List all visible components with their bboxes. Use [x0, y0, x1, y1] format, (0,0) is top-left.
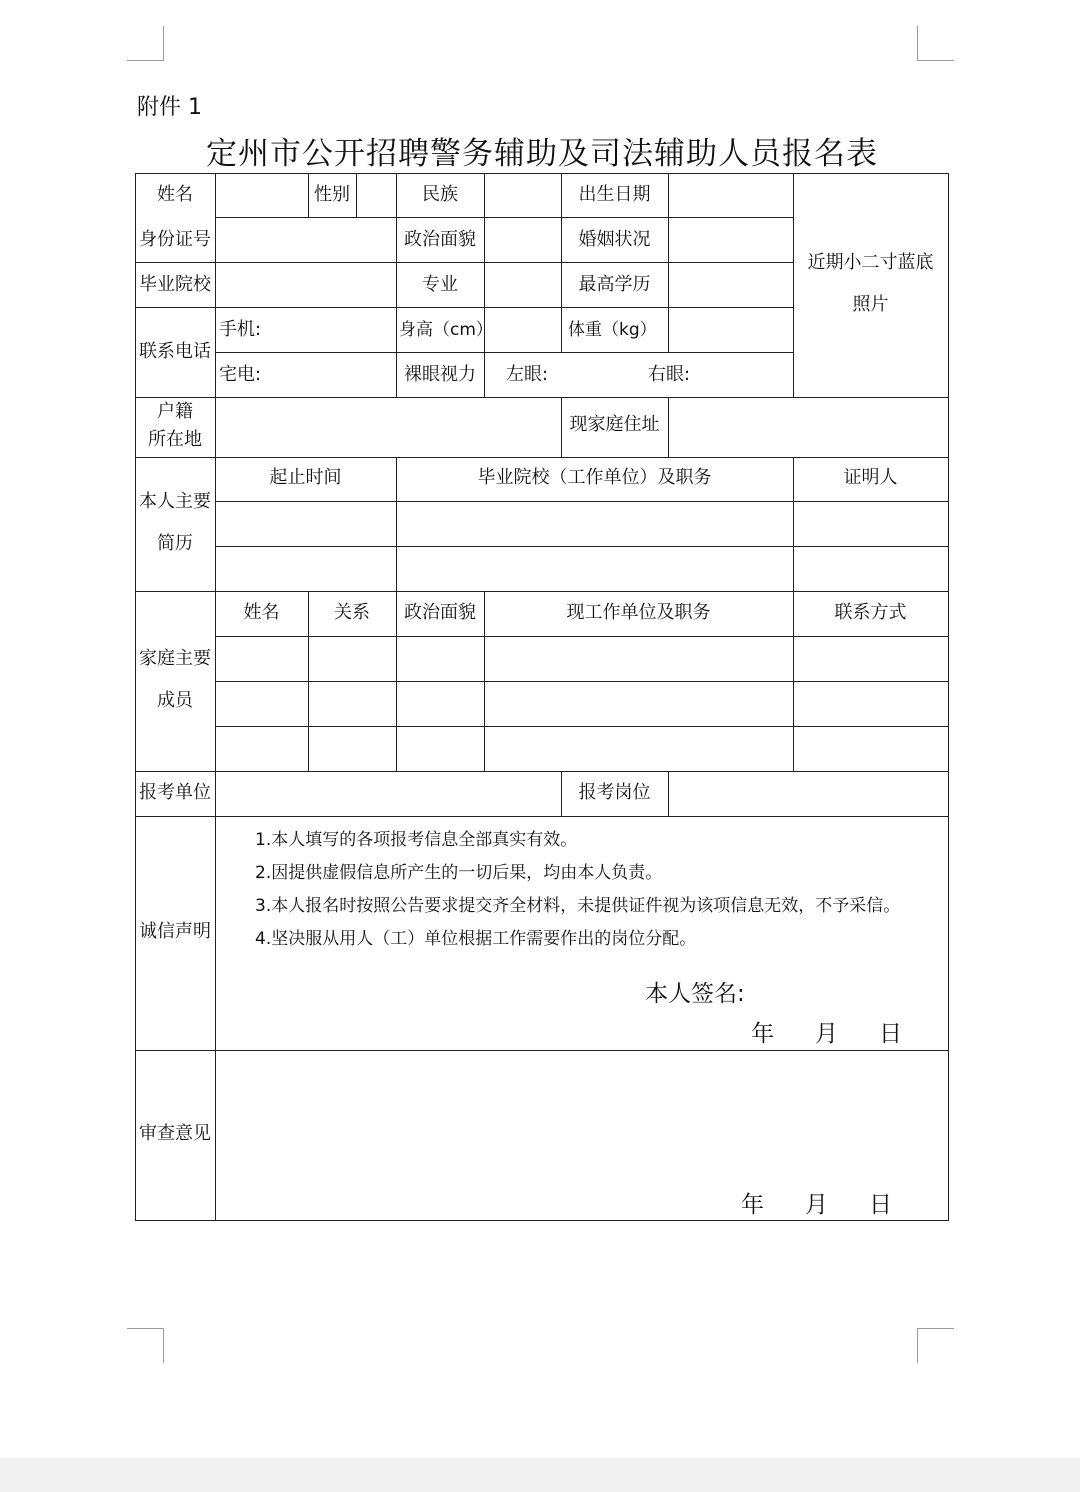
label-marital-status: 婚姻状况 — [578, 229, 651, 250]
integrity-month: 月 — [815, 1021, 838, 1047]
label-family-line2: 成员 — [157, 690, 193, 711]
registration-form — [135, 173, 949, 1221]
col-header-period: 起止时间 — [269, 467, 342, 488]
row-line — [135, 397, 948, 398]
col-line — [668, 771, 669, 816]
label-contact-phone: 联系电话 — [139, 341, 211, 362]
label-weight: 体重（kg） — [568, 320, 657, 340]
row-line — [135, 771, 948, 772]
row-line — [215, 352, 793, 353]
label-political-status: 政治面貌 — [404, 229, 476, 250]
label-household-line1: 户籍 — [157, 401, 193, 422]
crop-mark-top-left — [127, 26, 164, 61]
label-apply-unit: 报考单位 — [139, 782, 211, 803]
crop-mark-bottom-right — [917, 1328, 954, 1363]
label-highest-education: 最高学历 — [578, 274, 651, 295]
label-family-line1: 家庭主要 — [139, 648, 211, 669]
label-home-phone: 宅电: — [219, 364, 262, 385]
col-line — [793, 173, 794, 397]
review-month: 月 — [805, 1192, 828, 1218]
integrity-day: 日 — [879, 1021, 902, 1047]
photo-placeholder-line1: 近期小二寸蓝底 — [807, 252, 934, 273]
row-line — [215, 546, 948, 547]
label-integrity: 诚信声明 — [139, 921, 211, 942]
integrity-year: 年 — [751, 1021, 774, 1047]
label-birth-date: 出生日期 — [578, 184, 651, 205]
label-household-line2: 所在地 — [148, 429, 202, 450]
col-header-school-unit: 毕业院校（工作单位）及职务 — [477, 467, 712, 488]
label-major: 专业 — [422, 274, 458, 295]
col-header-contact: 联系方式 — [834, 602, 907, 623]
row-line — [135, 307, 793, 308]
label-review: 审查意见 — [139, 1123, 211, 1144]
label-current-address: 现家庭住址 — [569, 414, 660, 435]
row-line — [135, 457, 948, 458]
label-name: 姓名 — [157, 184, 193, 205]
col-header-political: 政治面貌 — [404, 602, 476, 623]
row-line — [215, 726, 948, 727]
crop-mark-top-right — [917, 26, 954, 61]
row-line — [135, 1050, 948, 1051]
crop-mark-bottom-left — [127, 1328, 164, 1363]
col-header-witness: 证明人 — [843, 467, 898, 488]
signature-label: 本人签名: — [645, 981, 745, 1007]
label-resume-line1: 本人主要 — [139, 491, 211, 512]
photo-placeholder-line2: 照片 — [852, 294, 889, 315]
integrity-item: 4.坚决服从用人（工）单位根据工作需要作出的岗位分配。 — [255, 929, 697, 949]
row-line — [215, 501, 948, 502]
col-header-name: 姓名 — [243, 602, 280, 623]
label-naked-eye-vision: 裸眼视力 — [404, 364, 476, 385]
label-apply-position: 报考岗位 — [578, 782, 651, 803]
col-line — [356, 173, 357, 217]
row-line — [215, 681, 948, 682]
label-ethnicity: 民族 — [422, 184, 458, 205]
label-left-eye: 左眼: — [506, 364, 549, 385]
label-graduated-school: 毕业院校 — [139, 274, 211, 295]
col-line — [484, 173, 485, 397]
label-mobile: 手机: — [219, 319, 262, 340]
integrity-item: 2.因提供虚假信息所产生的一切后果，均由本人负责。 — [255, 863, 663, 883]
col-header-work: 现工作单位及职务 — [566, 602, 711, 623]
label-resume-line2: 简历 — [157, 533, 193, 554]
label-id-number: 身份证号 — [139, 229, 211, 250]
col-line — [668, 397, 669, 457]
form-title: 定州市公开招聘警务辅助及司法辅助人员报名表 — [206, 136, 878, 172]
row-line — [135, 591, 948, 592]
col-header-relation: 关系 — [334, 602, 370, 623]
col-line — [668, 173, 669, 352]
row-line — [215, 636, 948, 637]
integrity-item: 3.本人报名时按照公告要求提交齐全材料，未提供证件视为该项信息无效，不予采信。 — [255, 896, 901, 916]
row-line — [215, 217, 793, 218]
label-gender: 性别 — [314, 184, 350, 205]
review-day: 日 — [869, 1192, 892, 1218]
row-line — [135, 262, 793, 263]
review-year: 年 — [741, 1192, 764, 1218]
label-right-eye: 右眼: — [648, 364, 691, 385]
label-height: 身高（cm） — [399, 320, 493, 340]
integrity-item: 1.本人填写的各项报考信息全部真实有效。 — [255, 830, 578, 850]
attachment-label: 附件 1 — [137, 95, 202, 120]
col-line — [215, 173, 216, 1220]
row-line — [135, 816, 948, 817]
